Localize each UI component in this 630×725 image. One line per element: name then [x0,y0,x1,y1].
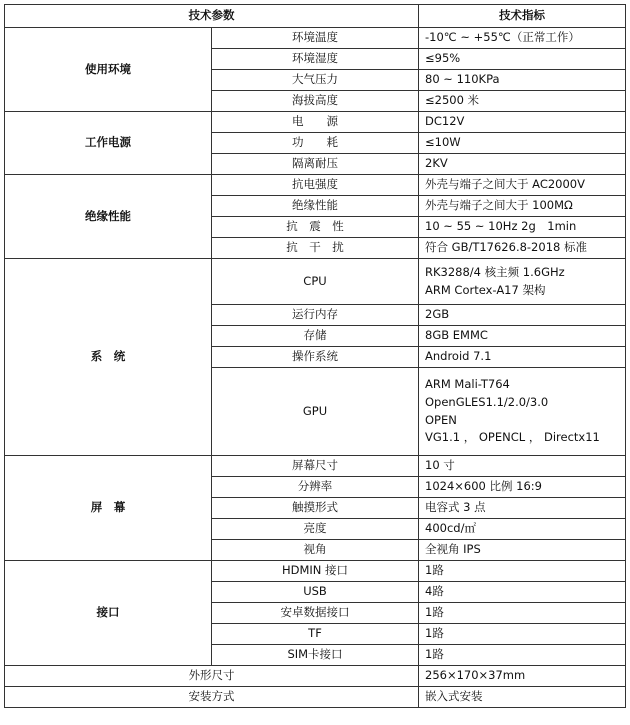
value-line: VG1.1 ， OPENCL ， Directx11 [425,430,600,445]
value-line: ARM Cortex-A17 架构 [425,282,546,297]
param-name: TF [212,624,419,645]
param-name: 安卓数据接口 [212,603,419,624]
value-line: 符合 GB/T17626.8-2018 标准 [425,240,587,255]
param-value [419,154,626,175]
param-value [419,49,626,70]
param-value [419,603,626,624]
param-name: 绝缘性能 [212,196,419,217]
param-name: 抗电强度 [212,175,419,196]
value-line: OPEN [425,412,457,427]
table-row [5,456,626,477]
param-value [419,259,626,305]
footer-value: 嵌入式安装 [419,687,626,708]
param-name: 环境温度 [212,28,419,49]
value-line: Android 7.1 [425,349,492,364]
param-name: 亮度 [212,519,419,540]
value-line: DC12V [425,114,465,129]
value-line: ≤95% [425,51,461,66]
spec-body [5,28,626,708]
param-value [419,624,626,645]
param-value [419,217,626,238]
param-value [419,498,626,519]
value-line: 8GB EMMC [425,328,488,343]
param-value [419,238,626,259]
param-name: 存储 [212,326,419,347]
value-line: 全视角 IPS [425,542,481,557]
param-value [419,540,626,561]
param-name: 大气压力 [212,70,419,91]
value-line: 2GB [425,307,450,322]
value-line: 4路 [425,584,444,599]
footer-row [5,666,626,687]
value-line: 1路 [425,626,444,641]
param-name: 运行内存 [212,305,419,326]
param-name: GPU [212,368,419,456]
param-value [419,112,626,133]
spec-header: 技术指标 [419,5,626,28]
param-value [419,326,626,347]
footer-value: 256×170×37mm [419,666,626,687]
param-name: SIM卡接口 [212,645,419,666]
group-label: 使用环境 [5,28,212,112]
table-row [5,259,626,305]
table-row [5,112,626,133]
param-name: 视角 [212,540,419,561]
table-row [5,561,626,582]
value-line: 外壳与端子之间大于 100MΩ [425,198,573,213]
param-value [419,28,626,49]
table-row [5,175,626,196]
param-name: USB [212,582,419,603]
param-value [419,91,626,112]
header-row [5,5,626,28]
param-header: 技术参数 [5,5,419,28]
value-line: 400cd/㎡ [425,521,476,536]
param-name: 海拔高度 [212,91,419,112]
param-value [419,519,626,540]
param-name: 操作系统 [212,347,419,368]
param-name: 分辨率 [212,477,419,498]
param-value [419,477,626,498]
param-value [419,175,626,196]
param-value [419,133,626,154]
value-line: ≤2500 米 [425,93,480,108]
param-value [419,645,626,666]
param-name: 抗 干 扰 [212,238,419,259]
value-line: -10℃ ~ +55℃（正常工作） [425,30,580,45]
group-label: 工作电源 [5,112,212,175]
value-line: ≤10W [425,135,461,150]
param-name: CPU [212,259,419,305]
group-label: 屏 幕 [5,456,212,561]
value-line: 2KV [425,156,448,171]
param-name: HDMIN 接口 [212,561,419,582]
param-name: 抗 震 性 [212,217,419,238]
param-name: 触摸形式 [212,498,419,519]
value-line: 80 ~ 110KPa [425,72,500,87]
value-line: ARM Mali-T764 [425,376,510,391]
footer-label: 外形尺寸 [5,666,419,687]
param-name: 屏幕尺寸 [212,456,419,477]
value-line: 外壳与端子之间大于 AC2000V [425,177,585,192]
param-name: 环境湿度 [212,49,419,70]
value-line: 1路 [425,605,444,620]
param-name: 电 源 [212,112,419,133]
param-value [419,368,626,456]
param-value [419,305,626,326]
value-line: RK3288/4 核主频 1.6GHz [425,264,565,279]
table-row [5,28,626,49]
value-line: 1路 [425,647,444,662]
spec-table [4,4,626,708]
param-value [419,561,626,582]
value-line: 1路 [425,563,444,578]
group-label: 系 统 [5,259,212,456]
param-value [419,582,626,603]
param-name: 隔离耐压 [212,154,419,175]
footer-row [5,687,626,708]
value-line: 10 寸 [425,458,455,473]
value-line: OpenGLES1.1/2.0/3.0 [425,394,549,409]
group-label: 绝缘性能 [5,175,212,259]
footer-label: 安装方式 [5,687,419,708]
param-value [419,347,626,368]
param-name: 功 耗 [212,133,419,154]
param-value [419,196,626,217]
value-line: 1024×600 比例 16:9 [425,479,542,494]
value-line: 电容式 3 点 [425,500,486,515]
value-line: 10 ~ 55 ~ 10Hz 2g 1min [425,219,577,234]
group-label: 接口 [5,561,212,666]
param-value [419,70,626,91]
param-value [419,456,626,477]
